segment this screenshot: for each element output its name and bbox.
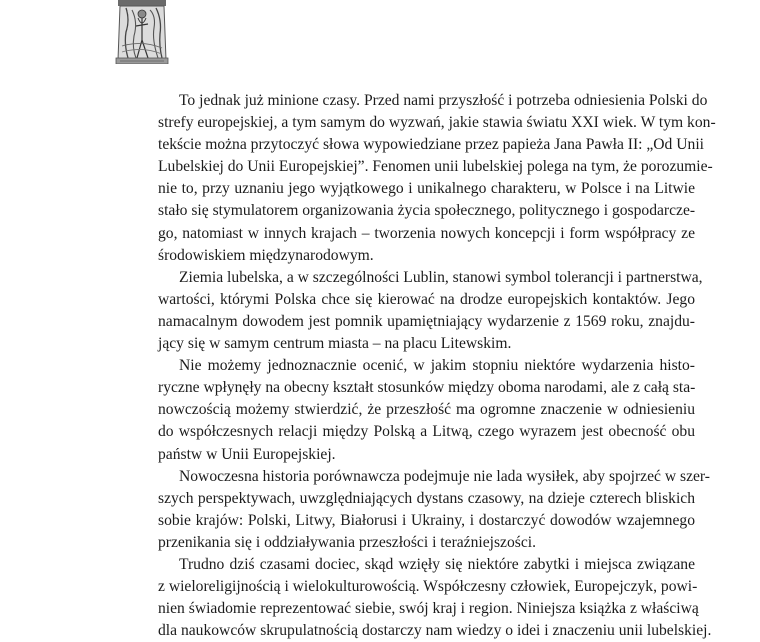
text-line: z wieloreligijnością i wielokulturowością. Współczesny człowiek, Europejczyk, powi- xyxy=(158,578,698,596)
text-line: Nowoczesna historia porównawcza podejmuje nie lada wysiłek, aby spojrzeć w szer- xyxy=(179,467,710,485)
text-line: sobie krajów: Polski, Litwy, Białorusi i Ukrainy, i dostarczyć dowodów wzajemnego xyxy=(158,511,695,529)
text-line: szych perspektywach, uwzględniających dystans czasowy, na dzieje czterech bliskich xyxy=(158,489,695,507)
text-line: namacalnym dowodem jest pomnik upamiętniający wydarzenie z 1569 roku, znajdu- xyxy=(158,312,695,330)
text-line: nowczością możemy stwierdzić, że przeszłość ma ogromne znaczenie w odniesieniu xyxy=(158,401,695,419)
text-line: stało się stymulatorem organizowania życia społecznego, politycznego i gospodarcze- xyxy=(158,202,696,220)
text-line: strefy europejskiej, a tym samym do wyzwań, jakie stawia światu XXI wiek. W tym kon- xyxy=(158,114,716,132)
paragraph-5 xyxy=(158,554,712,642)
text-line: dla naukowców skrupulatnością dostarczy nam wiedzy o idei i znaczeniu unii lubelskiej. xyxy=(158,622,712,640)
text-line: Nie możemy jednoznacznie ocenić, w jakim stopniu niektóre wydarzenia histo- xyxy=(179,357,695,375)
text-line: jący się w samym centrum miasta – na placu Litewskim. xyxy=(158,335,512,353)
text-line: To jednak już minione czasy. Przed nami przyszłość i potrzeba odniesienia Polski do xyxy=(179,92,708,109)
text-line: go, natomiast w innych krajach – tworzenia nowych koncepcji i form współpracy ze xyxy=(158,224,695,242)
text-line: do współczesnych relacji między Polską a Litwą, czego wyrazem jest obecność obu xyxy=(158,423,695,441)
text-line: wartości, którymi Polska chce się kierować na drodze europejskich kontaktów. Jego xyxy=(158,290,695,308)
text-line: przenikania się i oddziaływania przeszłości i teraźniejszości. xyxy=(158,533,536,551)
text-line: Ziemia lubelska, a w szczególności Lublin, stanowi symbol tolerancji i partnerstwa, xyxy=(179,268,703,286)
text-line: Trudno dziś czasami dociec, skąd wzięły się niektóre zabytki i miejsca związane xyxy=(179,555,695,573)
paragraph-4 xyxy=(158,466,710,554)
text-line: Lubelskiej do Unii Europejskiej”. Fenomen unii lubelskiej polega na tym, że porozumie- xyxy=(158,158,713,176)
text-line: tekście można przytoczyć słowa wypowiedziane przez papieża Jana Pawła II: „Od Unii xyxy=(158,136,704,154)
relief-sculpture-icon xyxy=(112,0,172,64)
paragraph-2 xyxy=(158,267,703,355)
paragraph-3 xyxy=(158,355,695,465)
paragraph-1 xyxy=(158,90,716,267)
text-line: ryczne wpłynęły na obecny kształt stosunków między oboma narodami, ale z całą sta- xyxy=(158,379,696,397)
text-line: nien świadomie reprezentować siebie, swój kraj i region. Niniejsza książka z właściwą xyxy=(158,600,699,618)
text-line: środowiskiem międzynarodowym. xyxy=(158,246,374,264)
text-line: państw w Unii Europejskiej. xyxy=(158,445,336,463)
body-text xyxy=(158,90,716,642)
text-line: nie to, przy uznaniu jego wyjątkowego i unikalnego charakteru, w Polsce i na Litwie xyxy=(158,180,695,198)
